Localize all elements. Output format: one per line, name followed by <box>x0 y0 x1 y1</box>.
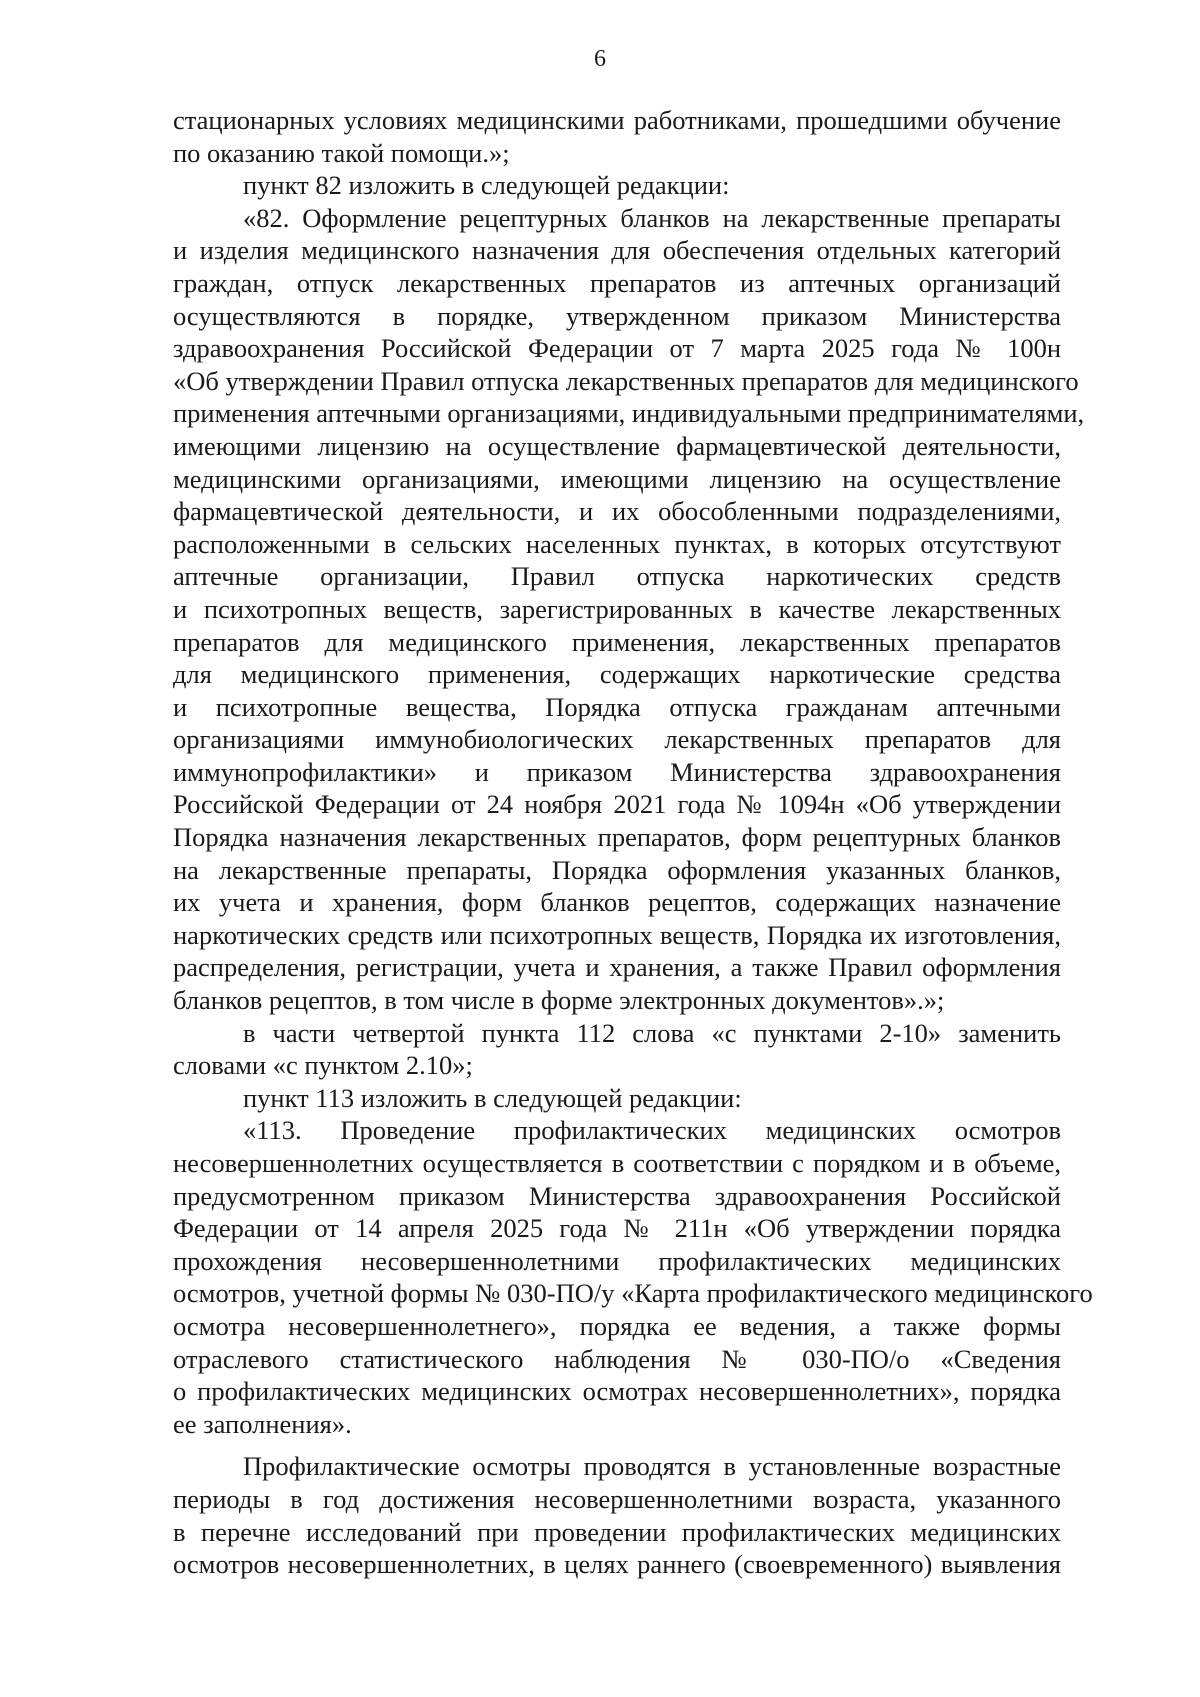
text-line: фармацевтической деятельности, и их обособленными подразделениями, <box>173 496 1061 527</box>
document-body <box>173 104 1093 1581</box>
text-line: и изделия медицинского назначения для обеспечения отдельных категорий <box>173 235 1061 266</box>
text-line: иммунопрофилактики» и приказом Министерства здравоохранения <box>173 756 1061 787</box>
text-line: здравоохранения Российской Федерации от 7 марта 2025 года № 100н <box>173 333 1061 364</box>
text-line: медицинскими организациями, имеющими лицензию на осуществление <box>173 463 1061 494</box>
text-line: в перечне исследований при проведении профилактических медицинских <box>173 1516 1061 1547</box>
text-line: Профилактические осмотры проводятся в установленные возрастные <box>243 1451 1061 1482</box>
text-line: «113. Проведение профилактических медицинских осмотров <box>243 1115 1061 1146</box>
text-line: отраслевого статистического наблюдения № 030-ПО/о «Сведения <box>173 1343 1061 1374</box>
text-line: по оказанию такой помощи.»; <box>173 137 510 168</box>
text-line: «Об утверждении Правил отпуска лекарственных препаратов для медицинского <box>173 365 1079 396</box>
text-line: имеющими лицензию на осуществление фармацевтической деятельности, <box>173 430 1061 461</box>
text-line: бланков рецептов, в том числе в форме электронных документов».»; <box>173 985 945 1016</box>
text-line: несовершеннолетних осуществляется в соответствии с порядком и в объеме, <box>173 1148 1061 1178</box>
text-line: стационарных условиях медицинскими работниками, прошедшими обучение <box>173 105 1061 135</box>
text-line: о профилактических медицинских осмотрах несовершеннолетних», порядка <box>173 1376 1061 1407</box>
text-line: препаратов для медицинского применения, лекарственных препаратов <box>173 626 1061 657</box>
text-line: пункт 113 изложить в следующей редакции: <box>243 1082 742 1113</box>
text-line: для медицинского применения, содержащих наркотические средства <box>173 659 1061 690</box>
page-number: 6 <box>594 46 606 72</box>
text-line: распределения, регистрации, учета и хранения, а также Правил оформления <box>173 952 1061 983</box>
text-line: пункт 82 изложить в следующей редакции: <box>243 170 730 201</box>
text-line: граждан, отпуск лекарственных препаратов из аптечных организаций <box>173 267 1061 298</box>
text-line: расположенными в сельских населенных пунктах, в которых отсутствуют <box>173 528 1061 559</box>
paragraph-gap <box>173 1440 1061 1450</box>
text-line: на лекарственные препараты, Порядка оформления указанных бланков, <box>173 854 1061 885</box>
text-line: осмотров, учетной формы № 030-ПО/у «Карта профилактического медицинского <box>173 1278 1093 1309</box>
text-line: словами «с пунктом 2.10»; <box>173 1050 473 1081</box>
text-line: Порядка назначения лекарственных препаратов, форм рецептурных бланков <box>173 822 1061 853</box>
text-line: наркотических средств или психотропных веществ, Порядка их изготовления, <box>173 919 1061 950</box>
text-line: в части четвертой пункта 112 слова «с пунктами 2-10» заменить <box>243 1017 1061 1048</box>
text-line: «82. Оформление рецептурных бланков на лекарственные препараты <box>243 202 1061 233</box>
text-line: применения аптечными организациями, индивидуальными предпринимателями, <box>173 398 1085 429</box>
text-line: их учета и хранения, форм бланков рецептов, содержащих назначение <box>173 887 1061 918</box>
text-line: осмотров несовершеннолетних, в целях раннего (своевременного) выявления <box>173 1549 1061 1580</box>
text-line: прохождения несовершеннолетними профилактических медицинских <box>173 1245 1061 1276</box>
text-line: осуществляются в порядке, утвержденном приказом Министерства <box>173 300 1061 331</box>
text-line: организациями иммунобиологических лекарственных препаратов для <box>173 724 1061 755</box>
text-line: Российской Федерации от 24 ноября 2021 года № 1094н «Об утверждении <box>173 789 1061 820</box>
text-line: периоды в год достижения несовершеннолетними возраста, указанного <box>173 1483 1061 1514</box>
text-line: Федерации от 14 апреля 2025 года № 211н «Об утверждении порядка <box>173 1213 1061 1244</box>
text-line: и психотропных веществ, зарегистрированных в качестве лекарственных <box>173 593 1061 624</box>
text-line: и психотропные вещества, Порядка отпуска гражданам аптечными <box>173 691 1061 722</box>
text-line: предусмотренном приказом Министерства здравоохранения Российской <box>173 1180 1061 1211</box>
text-line: осмотра несовершеннолетнего», порядка ее ведения, а также формы <box>173 1310 1061 1341</box>
text-line: аптечные организации, Правил отпуска наркотических средств <box>173 561 1061 592</box>
text-line: ее заполнения». <box>173 1408 352 1439</box>
